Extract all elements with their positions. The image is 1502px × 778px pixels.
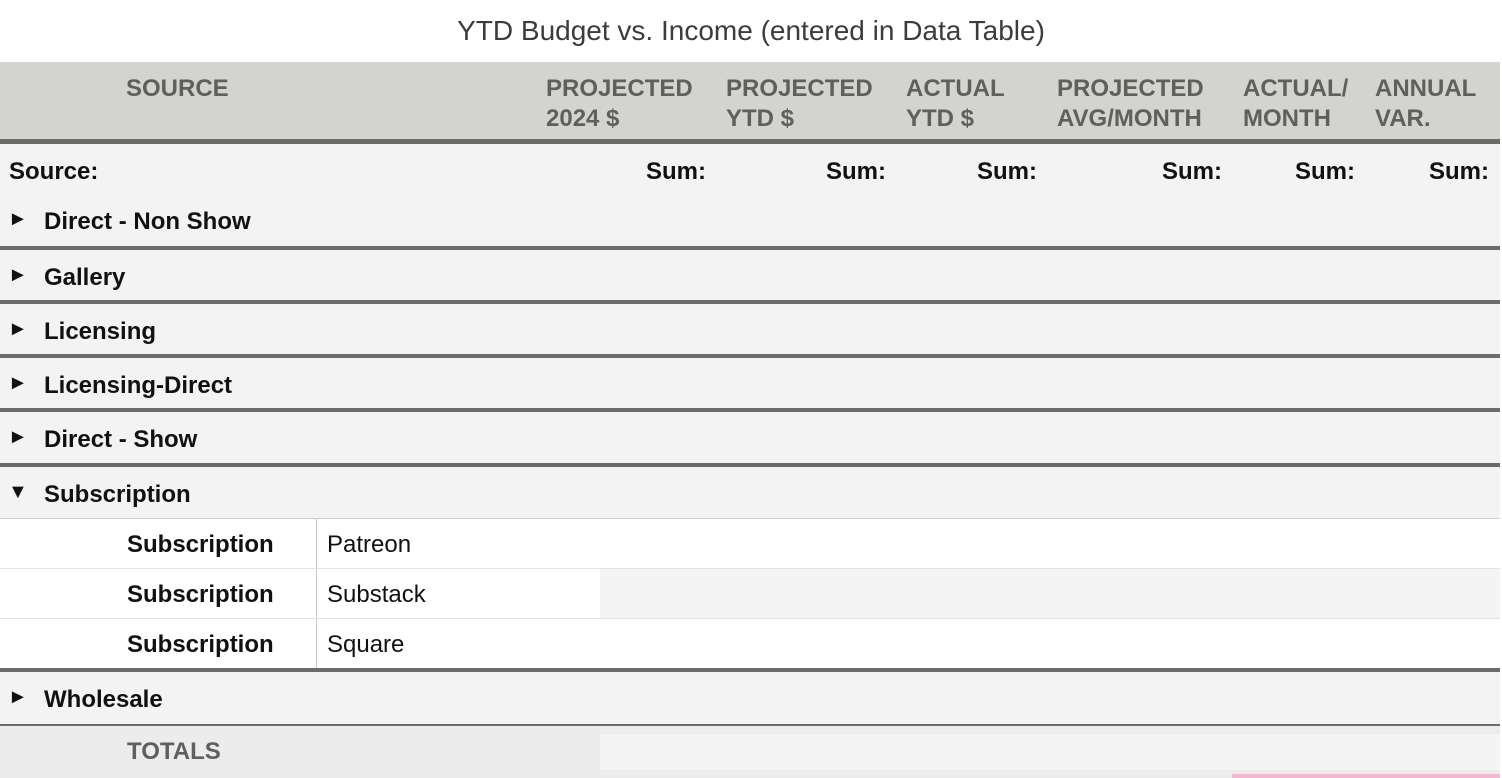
summary-row	[0, 144, 1500, 196]
disclosure-triangle-right-icon[interactable]: ►	[8, 264, 28, 286]
table-row[interactable]	[0, 619, 1500, 672]
column-divider	[316, 619, 317, 668]
totals-row	[0, 726, 1500, 778]
group-row-subscription[interactable]	[0, 467, 1500, 519]
group-label: Licensing-Direct	[44, 372, 233, 399]
summary-sum-projected-avg[interactable]: Sum:	[1162, 158, 1222, 185]
column-header-projected-2024[interactable]: PROJECTED 2024 $	[546, 75, 693, 132]
column-header-annual-var[interactable]: ANNUAL VAR.	[1375, 75, 1477, 132]
disclosure-triangle-right-icon[interactable]: ►	[8, 372, 28, 394]
summary-sum-projected-ytd[interactable]: Sum:	[826, 158, 886, 185]
table-header	[0, 62, 1500, 144]
column-header-actual-ytd[interactable]: ACTUAL YTD $	[906, 75, 1005, 132]
group-label: Direct - Non Show	[44, 208, 251, 235]
disclosure-triangle-right-icon[interactable]: ►	[8, 686, 28, 708]
group-row-direct-show[interactable]	[0, 412, 1500, 467]
summary-sum-actual-month[interactable]: Sum:	[1295, 158, 1355, 185]
group-label: Licensing	[44, 318, 157, 345]
summary-sum-actual-ytd[interactable]: Sum:	[977, 158, 1037, 185]
disclosure-triangle-right-icon[interactable]: ►	[8, 318, 28, 340]
totals-values-area[interactable]	[600, 734, 1500, 770]
column-divider	[316, 519, 317, 568]
group-row-licensing-direct[interactable]	[0, 358, 1500, 412]
group-label: Gallery	[44, 264, 126, 291]
group-row-wholesale[interactable]	[0, 672, 1500, 726]
group-row-gallery[interactable]	[0, 250, 1500, 304]
summary-sum-annual-var[interactable]: Sum:	[1429, 158, 1489, 185]
column-header-actual-month[interactable]: ACTUAL/ MONTH	[1243, 75, 1349, 132]
row-source-name[interactable]: Patreon	[327, 531, 412, 558]
group-row-licensing[interactable]	[0, 304, 1500, 358]
group-label: Wholesale	[44, 686, 163, 713]
disclosure-triangle-down-icon[interactable]: ▼	[8, 481, 28, 503]
summary-sum-projected-2024[interactable]: Sum:	[646, 158, 706, 185]
disclosure-triangle-right-icon[interactable]: ►	[8, 208, 28, 230]
group-label: Subscription	[44, 481, 191, 508]
table-row[interactable]	[0, 519, 1500, 569]
table-row[interactable]	[0, 569, 1500, 619]
column-header-source[interactable]: SOURCE	[126, 75, 229, 102]
disclosure-triangle-right-icon[interactable]: ►	[8, 426, 28, 448]
row-source-name[interactable]: Substack	[327, 581, 426, 608]
row-highlight	[600, 569, 1500, 618]
group-row-direct-non-show[interactable]	[0, 196, 1500, 250]
row-category: Subscription	[127, 631, 274, 658]
column-header-projected-ytd[interactable]: PROJECTED YTD $	[726, 75, 873, 132]
group-label: Direct - Show	[44, 426, 198, 453]
selection-highlight-bar	[1232, 774, 1500, 778]
column-header-projected-avg-month[interactable]: PROJECTED AVG/MONTH	[1057, 75, 1204, 132]
table-title: YTD Budget vs. Income (entered in Data Table)	[457, 15, 1045, 46]
column-divider	[316, 569, 317, 618]
totals-label: TOTALS	[127, 738, 221, 765]
row-source-name[interactable]: Square	[327, 631, 405, 658]
row-category: Subscription	[127, 531, 274, 558]
summary-source-label[interactable]: Source:	[9, 158, 99, 185]
row-category: Subscription	[127, 581, 274, 608]
